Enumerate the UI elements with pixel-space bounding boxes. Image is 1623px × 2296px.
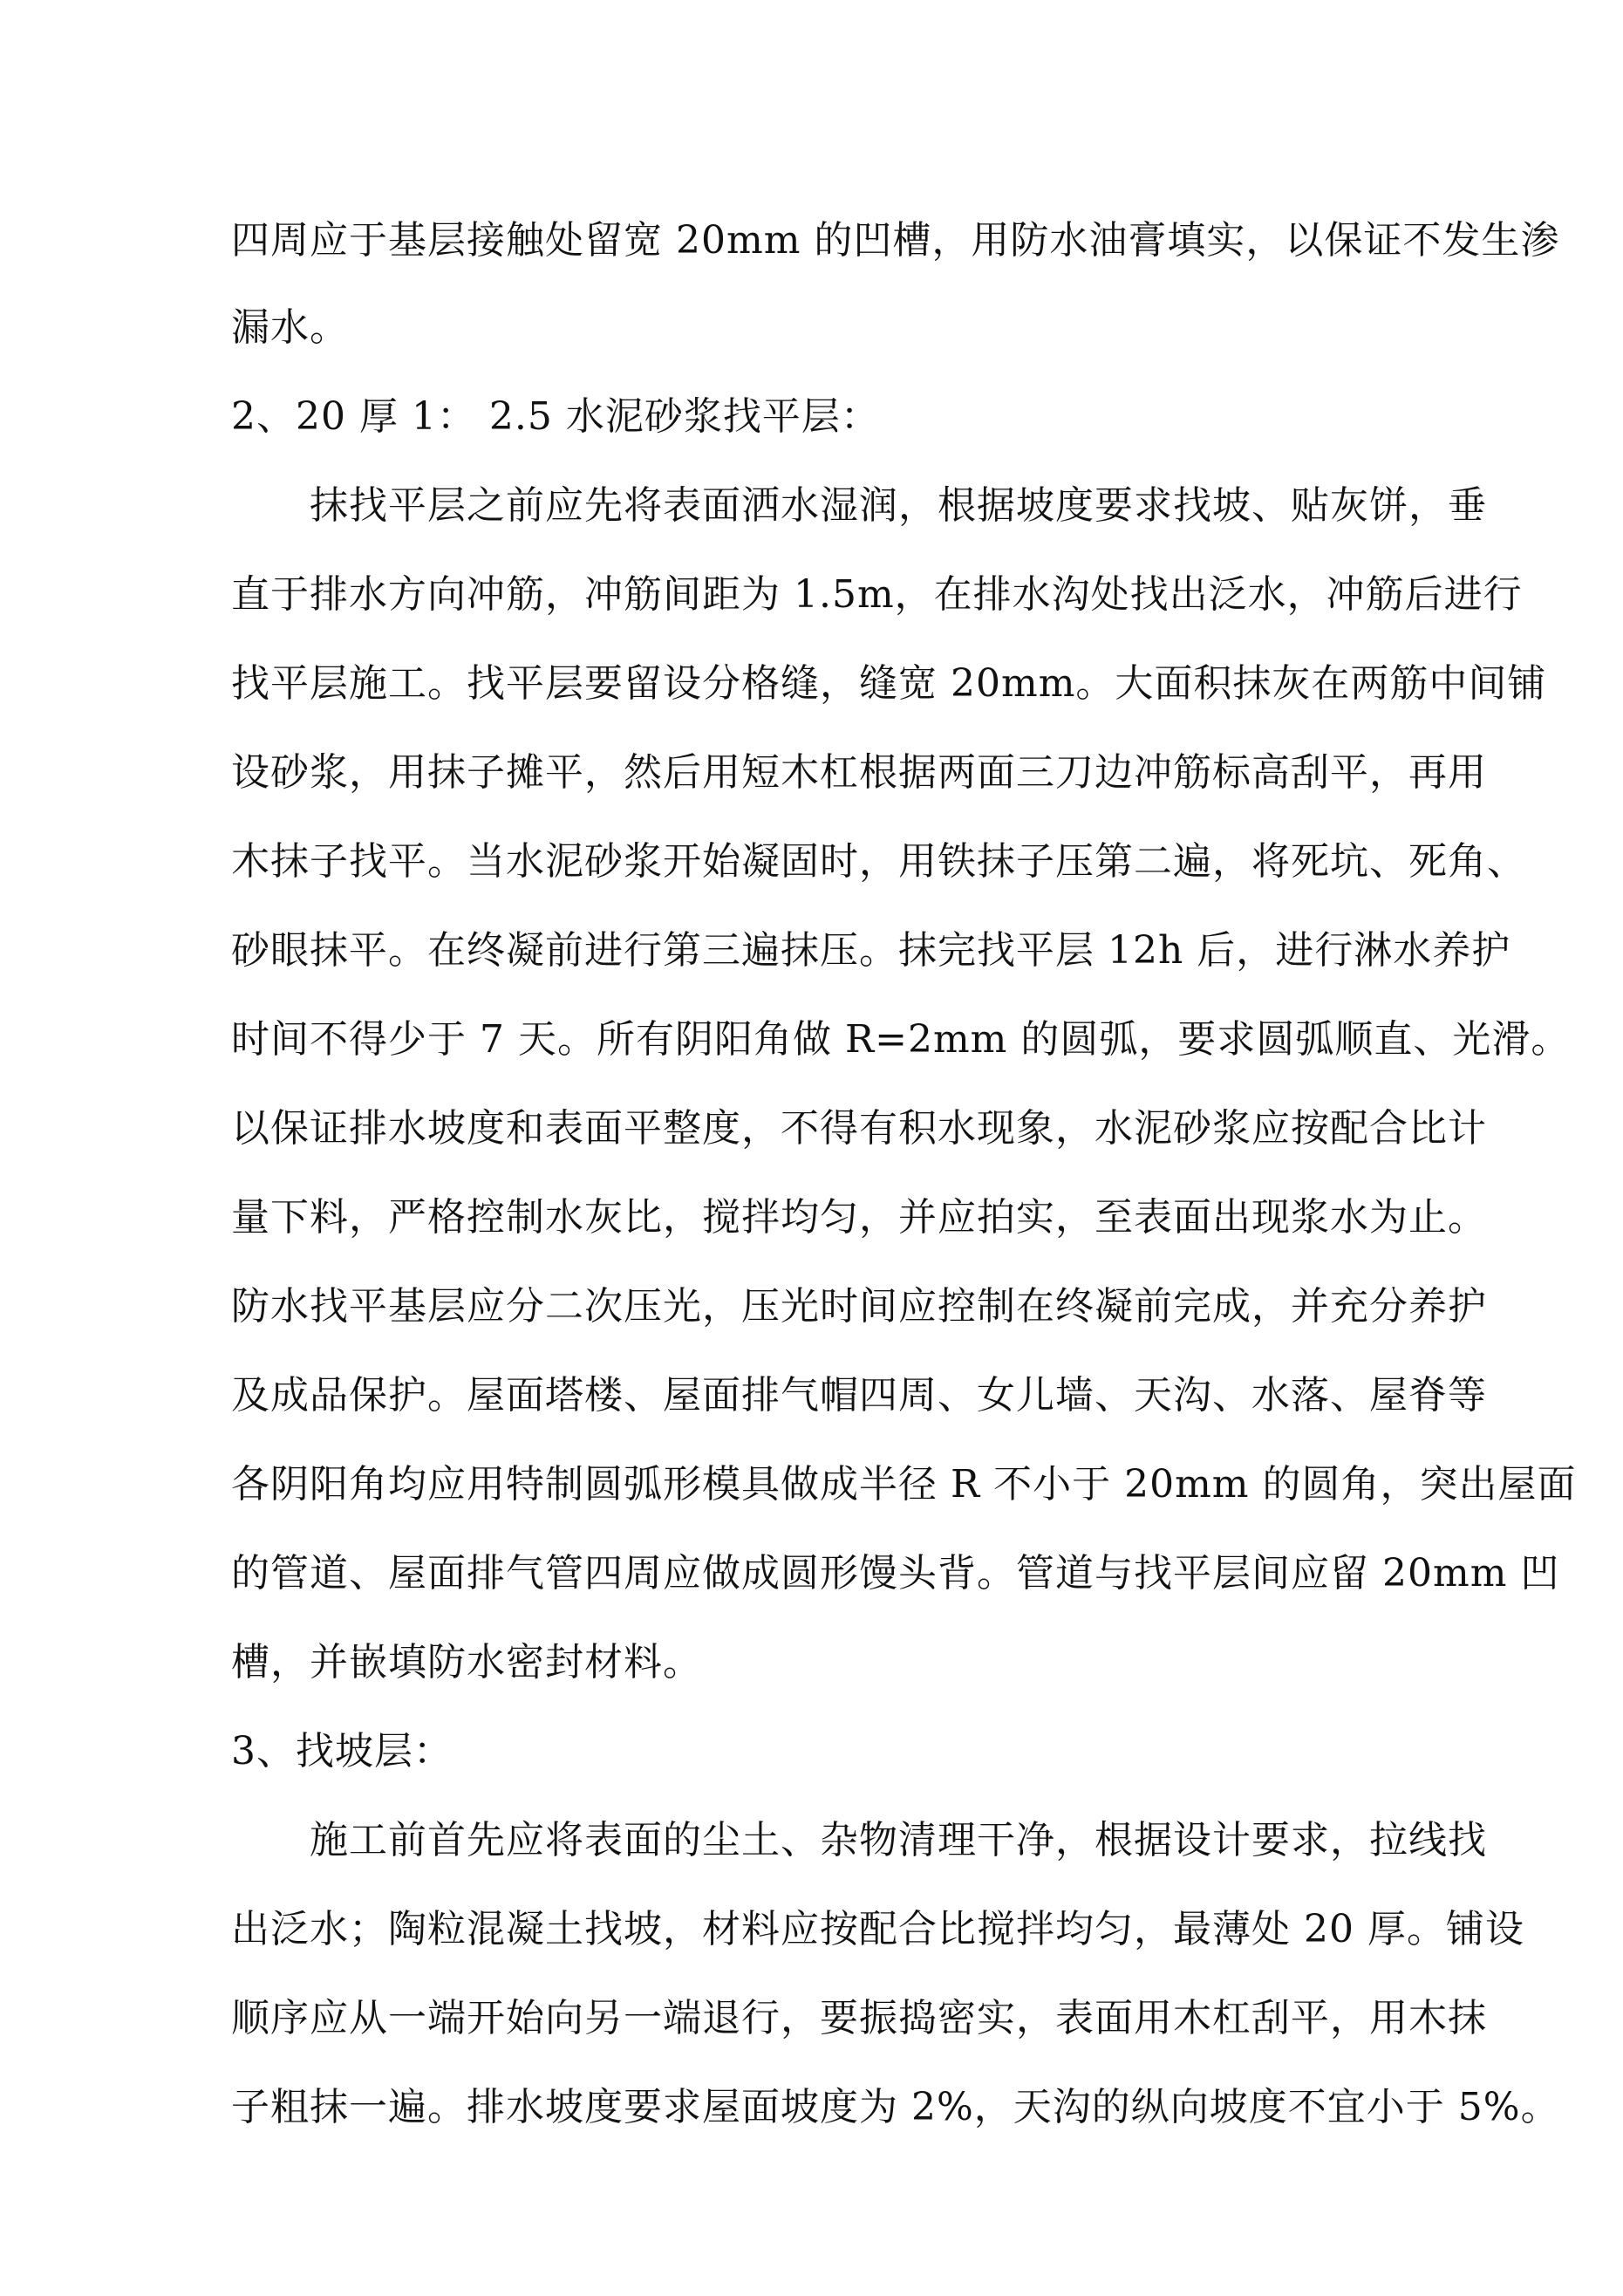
text-line-9: 砂眼抹平。在终凝前进行第三遍抹压。抹完找平层 12h 后，进行淋水养护 — [231, 928, 1511, 973]
text-line-5: 直于排水方向冲筋，冲筋间距为 1.5m，在排水沟处找出泛水，冲筋后进行 — [231, 572, 1523, 617]
text-line-11: 以保证排水坡度和表面平整度，不得有积水现象，水泥砂浆应按配合比计 — [231, 1106, 1487, 1151]
text-line-19: 施工前首先应将表面的尘土、杂物清理干净，根据设计要求，拉线找 — [310, 1818, 1487, 1862]
text-line-14: 及成品保护。屋面塔楼、屋面排气帽四周、女儿墙、天沟、水落、屋脊等 — [231, 1373, 1487, 1418]
text-line-12: 量下料，严格控制水灰比，搅拌均匀，并应拍实，至表面出现浆水为止。 — [231, 1195, 1487, 1240]
text-line-7: 设砂浆，用抹子摊平，然后用短木杠根据两面三刀边冲筋标高刮平，再用 — [231, 750, 1487, 795]
text-line-6: 找平层施工。找平层要留设分格缝，缝宽 20mm。大面积抹灰在两筋中间铺 — [231, 661, 1547, 706]
text-line-15: 各阴阳角均应用特制圆弧形模具做成半径 R 不小于 20mm 的圆角，突出屋面 — [231, 1462, 1577, 1507]
text-line-1: 四周应于基层接触处留宽 20mm 的凹槽，用防水油膏填实，以保证不发生渗 — [231, 218, 1560, 263]
text-line-20: 出泛水；陶粒混凝土找坡，材料应按配合比搅拌均匀，最薄处 20 厚。铺设 — [231, 1907, 1524, 1951]
text-line-22: 子粗抹一遍。排水坡度要求屋面坡度为 2%，天沟的纵向坡度不宜小于 5%。 — [231, 2085, 1560, 2129]
text-line-8: 木抹子找平。当水泥砂浆开始凝固时，用铁抹子压第二遍，将死坑、死角、 — [231, 839, 1526, 884]
text-line-17: 槽，并嵌填防水密封材料。 — [231, 1640, 702, 1684]
text-line-21: 顺序应从一端开始向另一端退行，要振捣密实，表面用木杠刮平，用木抹 — [231, 1996, 1487, 2040]
text-line-2: 漏水。 — [231, 305, 349, 350]
section-heading-2: 2、20 厚 1： 2.5 水泥砂浆找平层： — [231, 394, 880, 439]
text-line-10: 时间不得少于 7 天。所有阴阳角做 R=2mm 的圆弧，要求圆弧顺直、光滑。 — [231, 1017, 1571, 1062]
text-line-16: 的管道、屋面排气管四周应做成圆形馒头背。管道与找平层间应留 20mm 凹 — [231, 1551, 1560, 1596]
section-heading-3: 3、找坡层： — [231, 1729, 453, 1773]
text-line-13: 防水找平基层应分二次压光，压光时间应控制在终凝前完成，并充分养护 — [231, 1284, 1487, 1329]
text-line-4: 抹找平层之前应先将表面洒水湿润，根据坡度要求找坡、贴灰饼，垂 — [310, 483, 1487, 528]
